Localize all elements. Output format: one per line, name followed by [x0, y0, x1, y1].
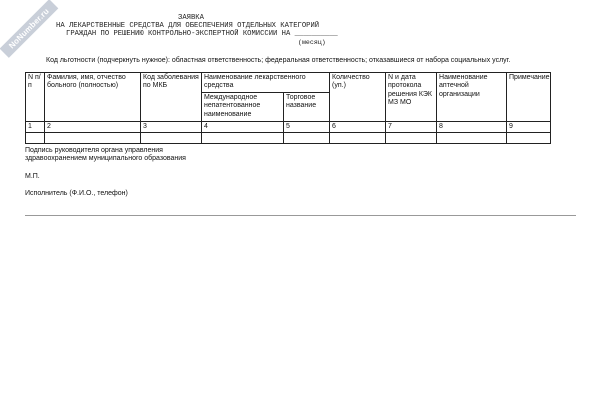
empty-cell [507, 133, 551, 144]
number-cell: 2 [45, 121, 141, 132]
number-cell: 1 [26, 121, 45, 132]
table-empty-row [26, 133, 551, 144]
empty-cell [141, 133, 202, 144]
request-table [25, 72, 551, 144]
empty-cell [386, 133, 437, 144]
number-cell: 6 [330, 121, 386, 132]
table-number-row [26, 121, 551, 132]
empty-cell [45, 133, 141, 144]
doc-subtitle-line1: НА ЛЕКАРСТВЕННЫЕ СРЕДСТВА ДЛЯ ОБЕСПЕЧЕНИЯ ОТДЕЛЬНЫХ КАТЕГОРИЙ [56, 22, 320, 30]
signature-label-line2: здравоохранением муниципального образования [25, 155, 186, 162]
signature-label-line1: Подпись руководителя органа управления [25, 147, 163, 154]
number-cell: 7 [386, 121, 437, 132]
header-cell-patient-name: Фамилия, имя, отчество больного (полностью) [45, 73, 141, 122]
month-caption: (месяц) [298, 39, 326, 46]
header-cell-disease-code: Код заболевания по МКБ [141, 73, 202, 122]
header-cell-inn: Международное непатентованное наименование [202, 92, 284, 121]
empty-cell [330, 133, 386, 144]
number-cell: 9 [507, 121, 551, 132]
empty-cell [202, 133, 284, 144]
header-cell-pharmacy: Наименование аптечной организации [437, 73, 507, 122]
table-header-row [26, 73, 551, 93]
empty-cell [284, 133, 330, 144]
watermark-badge: NoNumber.ru [0, 0, 58, 58]
header-cell-trade-name: Торговое название [284, 92, 330, 121]
empty-cell [26, 133, 45, 144]
header-cell-quantity: Количество (уп.) [330, 73, 386, 122]
doc-title: ЗАЯВКА [178, 14, 204, 22]
header-cell-number: N п/п [26, 73, 45, 122]
empty-cell [437, 133, 507, 144]
number-cell: 5 [284, 121, 330, 132]
stamp-label: М.П. [25, 173, 40, 180]
bottom-divider [25, 215, 576, 216]
header-cell-protocol: N и дата протокола решения КЭК МЗ МО [386, 73, 437, 122]
executor-label: Исполнитель (Ф.И.О., телефон) [25, 190, 128, 197]
header-cell-drug-name: Наименование лекарственного средства [202, 73, 330, 93]
header-cell-note: Примечание [507, 73, 551, 122]
number-cell: 4 [202, 121, 284, 132]
doc-subtitle-line2: ГРАЖДАН ПО РЕШЕНИЮ КОНТРОЛЬНО-ЭКСПЕРТНОЙ КОМИССИИ НА __________ [66, 30, 338, 38]
number-cell: 3 [141, 121, 202, 132]
benefit-code-line: Код льготности (подчеркнуть нужное): областная ответственность; федеральная ответственность; отказавшиеся от набора социальных услуг. [46, 57, 511, 64]
number-cell: 8 [437, 121, 507, 132]
